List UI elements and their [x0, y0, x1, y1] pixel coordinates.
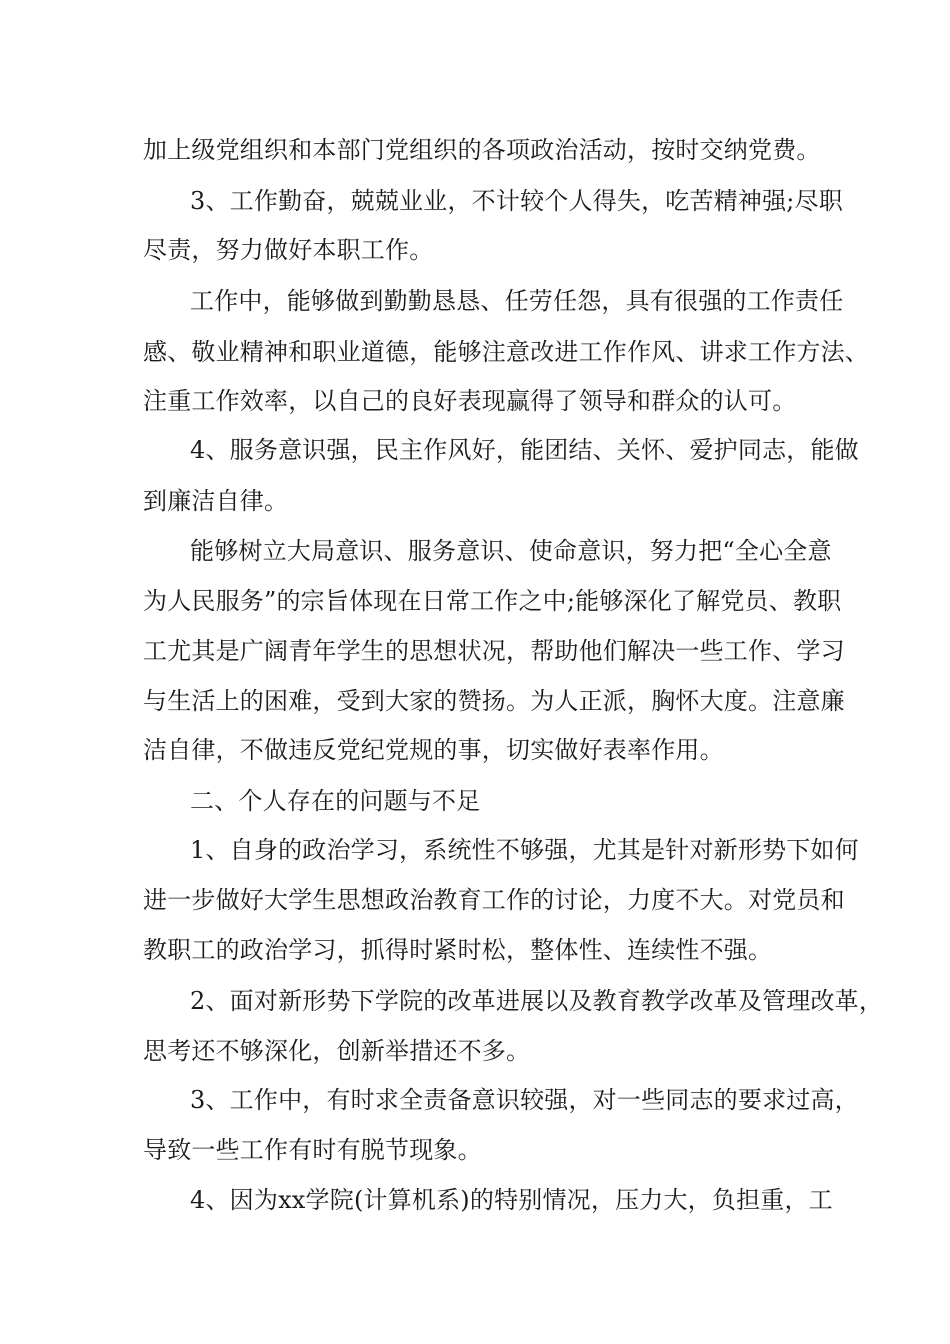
text-line: 4、因为xx学院(计算机系)的特别情况，压力大，负担重，工 — [190, 1186, 833, 1214]
text-line: 3、工作中，有时求全责备意识较强，对一些同志的要求过高， — [190, 1086, 859, 1114]
text-line: 洁自律，不做违反党纪党规的事，切实做好表率作用。 — [143, 736, 724, 764]
text-line: 到廉洁自律。 — [143, 487, 289, 515]
text-line: 加上级党组织和本部门党组织的各项政治活动，按时交纳党费。 — [143, 136, 821, 164]
text-line: 思考还不够深化，创新举措还不多。 — [143, 1037, 531, 1065]
text-line: 感、敬业精神和职业道德，能够注意改进工作作风、讲求工作方法、 — [143, 338, 869, 366]
text-line: 3、工作勤奋，兢兢业业，不计较个人得失，吃苦精神强;尽职 — [190, 187, 843, 215]
text-line: 工作中，能够做到勤勤恳恳、任劳任怨，具有很强的工作责任 — [190, 287, 844, 315]
text-line: 与生活上的困难，受到大家的赞扬。为人正派，胸怀大度。注意廉 — [143, 687, 845, 715]
text-line: 4、服务意识强，民主作风好，能团结、关怀、爱护同志，能做 — [190, 436, 859, 464]
text-line: 能够树立大局意识、服务意识、使命意识，努力把“全心全意 — [190, 537, 832, 565]
text-line: 2、面对新形势下学院的改革进展以及教育教学改革及管理改革， — [190, 987, 884, 1015]
text-line: 为人民服务”的宗旨体现在日常工作之中;能够深化了解党员、教职 — [143, 587, 842, 615]
section-heading: 二、个人存在的问题与不足 — [190, 787, 481, 815]
text-line: 注重工作效率，以自己的良好表现赢得了领导和群众的认可。 — [143, 387, 797, 415]
text-line: 1、自身的政治学习，系统性不够强，尤其是针对新形势下如何 — [190, 836, 859, 864]
text-line: 尽责，努力做好本职工作。 — [143, 236, 434, 264]
text-line: 进一步做好大学生思想政治教育工作的讨论，力度不大。对党员和 — [143, 886, 845, 914]
text-line: 导致一些工作有时有脱节现象。 — [143, 1136, 482, 1164]
text-line: 工尤其是广阔青年学生的思想状况，帮助他们解决一些工作、学习 — [143, 637, 845, 665]
text-line: 教职工的政治学习，抓得时紧时松，整体性、连续性不强。 — [143, 936, 773, 964]
